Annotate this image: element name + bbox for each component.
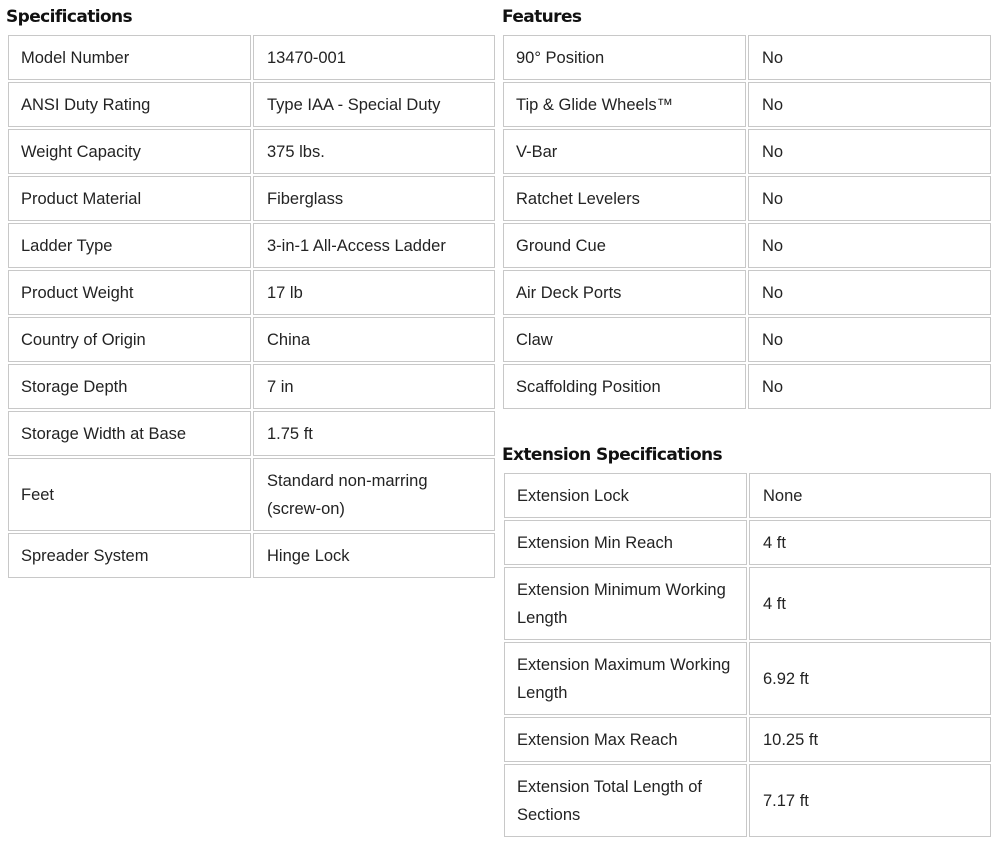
spec-label: Product Weight (8, 270, 251, 315)
spec-label: Country of Origin (8, 317, 251, 362)
table-row (504, 717, 991, 762)
table-row (503, 223, 991, 268)
extension-specifications-table (502, 471, 993, 839)
spec-label: Product Material (8, 176, 251, 221)
features-heading: Features (502, 7, 582, 27)
spec-label: Storage Depth (8, 364, 251, 409)
specifications-heading: Specifications (6, 7, 133, 27)
feature-label: 90° Position (503, 35, 746, 80)
feature-label: V-Bar (503, 129, 746, 174)
table-row (8, 129, 495, 174)
feature-value: No (748, 176, 991, 221)
feature-value: No (748, 35, 991, 80)
table-row (503, 317, 991, 362)
spec-label: Model Number (8, 35, 251, 80)
table-row (504, 520, 991, 565)
spec-label: Storage Width at Base (8, 411, 251, 456)
feature-value: No (748, 223, 991, 268)
table-row (504, 764, 991, 837)
feature-label: Ratchet Levelers (503, 176, 746, 221)
table-row (8, 533, 495, 578)
extension-label: Extension Total Length of Sections (504, 764, 747, 837)
spec-value: Type IAA - Special Duty (253, 82, 495, 127)
feature-label: Scaffolding Position (503, 364, 746, 409)
table-row (8, 270, 495, 315)
spec-value: 375 lbs. (253, 129, 495, 174)
table-row (504, 473, 991, 518)
feature-value: No (748, 317, 991, 362)
extension-label: Extension Lock (504, 473, 747, 518)
spec-value: Hinge Lock (253, 533, 495, 578)
feature-value: No (748, 129, 991, 174)
specifications-table (6, 33, 497, 580)
spec-value: 7 in (253, 364, 495, 409)
table-row (8, 82, 495, 127)
table-row (8, 411, 495, 456)
feature-value: No (748, 270, 991, 315)
feature-label: Tip & Glide Wheels™ (503, 82, 746, 127)
table-row (8, 364, 495, 409)
spec-value: Standard non-marring (screw-on) (253, 458, 495, 531)
spec-label: Weight Capacity (8, 129, 251, 174)
table-row (8, 35, 495, 80)
feature-value: No (748, 82, 991, 127)
spec-value: 1.75 ft (253, 411, 495, 456)
extension-value: 6.92 ft (749, 642, 991, 715)
spec-value: 3-in-1 All-Access Ladder (253, 223, 495, 268)
table-row (8, 223, 495, 268)
extension-value: None (749, 473, 991, 518)
table-row (504, 642, 991, 715)
spec-label: Spreader System (8, 533, 251, 578)
extension-value: 10.25 ft (749, 717, 991, 762)
feature-label: Ground Cue (503, 223, 746, 268)
table-row (503, 129, 991, 174)
extension-label: Extension Min Reach (504, 520, 747, 565)
extension-value: 4 ft (749, 567, 991, 640)
spec-value: China (253, 317, 495, 362)
table-row (503, 176, 991, 221)
spec-label: Feet (8, 458, 251, 531)
spec-label: Ladder Type (8, 223, 251, 268)
table-row (503, 35, 991, 80)
spec-value: Fiberglass (253, 176, 495, 221)
extension-value: 4 ft (749, 520, 991, 565)
table-row (503, 364, 991, 409)
extension-label: Extension Minimum Working Length (504, 567, 747, 640)
extension-value: 7.17 ft (749, 764, 991, 837)
extension-label: Extension Maximum Working Length (504, 642, 747, 715)
feature-value: No (748, 364, 991, 409)
spec-value: 13470-001 (253, 35, 495, 80)
feature-label: Claw (503, 317, 746, 362)
table-row (504, 567, 991, 640)
table-row (8, 317, 495, 362)
table-row (8, 458, 495, 531)
feature-label: Air Deck Ports (503, 270, 746, 315)
spec-value: 17 lb (253, 270, 495, 315)
table-row (8, 176, 495, 221)
features-table (501, 33, 993, 411)
extension-specifications-heading: Extension Specifications (502, 445, 723, 465)
extension-label: Extension Max Reach (504, 717, 747, 762)
spec-label: ANSI Duty Rating (8, 82, 251, 127)
table-row (503, 270, 991, 315)
table-row (503, 82, 991, 127)
